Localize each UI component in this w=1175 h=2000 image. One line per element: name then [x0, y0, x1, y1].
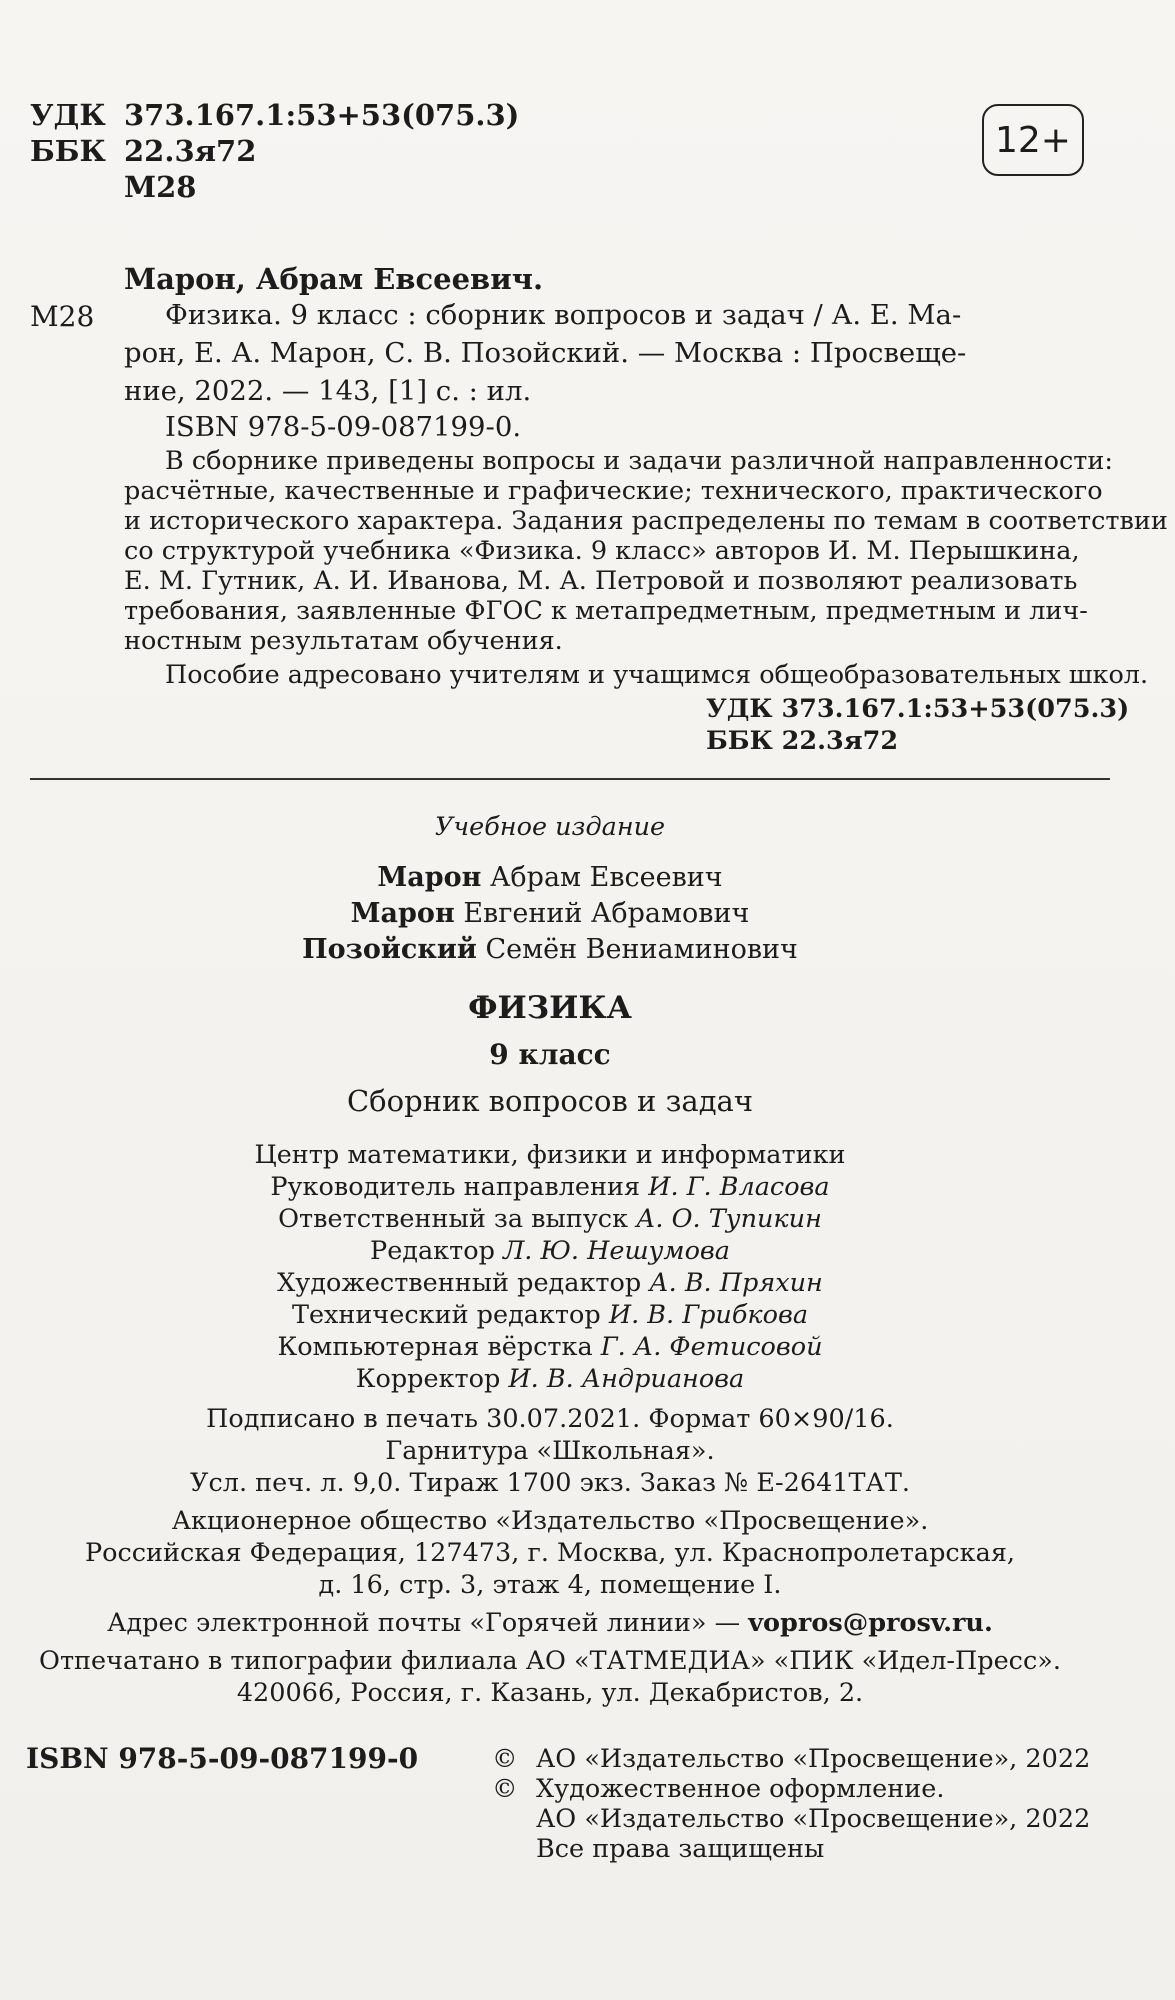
- record-title-line2: рон, Е. А. Марон, С. В. Позойский. — Москва : Просвеще-: [124, 337, 967, 369]
- footer-isbn: ISBN 978-5-09-087199-0: [26, 1742, 419, 1775]
- book-title: ФИЗИКА: [468, 990, 632, 1026]
- abstract-line: ностным результатам обучения.: [124, 626, 563, 656]
- author-surname: Позойский: [302, 934, 477, 965]
- publisher-line: Акционерное общество «Издательство «Просвещение».: [171, 1506, 929, 1536]
- staff-line: [0, 1300, 1100, 1331]
- staff-line: [0, 1172, 1100, 1203]
- abstract-line: требования, заявленные ФГОС к метапредметным, предметным и лич-: [124, 596, 1088, 626]
- author-given-name: Евгений Абрамович: [463, 898, 750, 929]
- rights-reserved: Все права защищены: [536, 1834, 825, 1864]
- edition-type: Учебное издание: [434, 812, 666, 842]
- udk-value: 373.167.1:53+53(075.3): [124, 98, 520, 132]
- author-surname: Марон: [350, 898, 455, 929]
- publisher-line: Российская Федерация, 127473, г. Москва, ул. Краснопролетарская,: [84, 1538, 1016, 1568]
- record-title-line3: ние, 2022. — 143, [1] с. : ил.: [124, 375, 532, 407]
- record-title-line1: Физика. 9 класс : сборник вопросов и задач / А. Е. Ма-: [165, 299, 962, 331]
- author-line: [0, 934, 1100, 965]
- abstract-line: Е. М. Гутник, А. И. Иванова, М. А. Петровой и позволяют реализовать: [124, 566, 1078, 596]
- staff-person: А. О. Тупикин: [636, 1204, 822, 1234]
- audience-note: Пособие адресовано учителям и учащимся общеобразовательных школ.: [165, 660, 1149, 690]
- abstract-line: расчётные, качественные и графические; технического, практического: [124, 476, 1103, 506]
- staff-line: [0, 1332, 1100, 1363]
- record-isbn: ISBN 978-5-09-087199-0.: [165, 411, 522, 443]
- copyright-line: АО «Издательство «Просвещение», 2022: [536, 1744, 1091, 1774]
- staff-role: Ответственный за выпуск: [278, 1204, 629, 1234]
- print-info-line: Гарнитура «Школьная».: [385, 1436, 715, 1466]
- staff-line: [0, 1204, 1100, 1235]
- author-surname: Марон: [377, 862, 482, 893]
- book-subtitle: Сборник вопросов и задач: [346, 1084, 754, 1118]
- staff-person: Г. А. Фетисовой: [600, 1332, 823, 1362]
- staff-line: [0, 1268, 1100, 1299]
- staff-person: И. В. Грибкова: [608, 1300, 809, 1330]
- record-mark: М28: [30, 300, 95, 333]
- staff-role: Технический редактор: [291, 1300, 601, 1330]
- center-name: Центр математики, физики и информатики: [254, 1140, 846, 1170]
- copyright-line: АО «Издательство «Просвещение», 2022: [536, 1804, 1091, 1834]
- author-line: [0, 862, 1100, 893]
- age-rating-badge: 12+: [982, 104, 1084, 176]
- print-info-line: Усл. печ. л. 9,0. Тираж 1700 экз. Заказ № Е-2641ТАТ.: [190, 1468, 910, 1498]
- copyright-symbol: ©: [492, 1744, 518, 1774]
- hotline-end: .: [983, 1608, 993, 1638]
- hotline-line: [0, 1608, 1100, 1639]
- staff-role: Художественный редактор: [277, 1268, 642, 1298]
- staff-person: И. Г. Власова: [648, 1172, 830, 1202]
- author-given-name: Семён Вениаминович: [485, 934, 798, 965]
- printer-line: Отпечатано в типографии филиала АО «ТАТМЕДИА» «ПИК «Идел-Пресс».: [39, 1646, 1061, 1676]
- abstract-line: и исторического характера. Задания распределены по темам в соответствии: [124, 506, 1168, 536]
- bbk-value: 22.3я72: [124, 134, 257, 168]
- staff-person: Л. Ю. Нешумова: [503, 1236, 730, 1266]
- author-given-name: Абрам Евсеевич: [489, 862, 723, 893]
- udk-footer: УДК 373.167.1:53+53(075.3): [706, 694, 1130, 724]
- staff-person: А. В. Пряхин: [649, 1268, 823, 1298]
- book-grade: 9 класс: [489, 1038, 611, 1071]
- author-line: [0, 898, 1100, 929]
- hotline-email[interactable]: vopros@prosv.ru: [748, 1608, 984, 1638]
- staff-role: Компьютерная вёрстка: [277, 1332, 593, 1362]
- bbk-footer: ББК 22.3я72: [706, 726, 899, 756]
- bbk-label: ББК: [30, 134, 106, 168]
- udk-label: УДК: [30, 98, 106, 132]
- section-divider: [30, 778, 1110, 780]
- staff-role: Руководитель направления: [270, 1172, 641, 1202]
- abstract-line: со структурой учебника «Физика. 9 класс» авторов И. М. Перышкина,: [124, 536, 1080, 566]
- hotline-label: Адрес электронной почты «Горячей линии» —: [107, 1608, 741, 1638]
- staff-line: [0, 1364, 1100, 1395]
- staff-role: Редактор: [370, 1236, 495, 1266]
- abstract-line: В сборнике приведены вопросы и задачи различной направленности:: [165, 446, 1113, 476]
- copyright-line: Художественное оформление.: [536, 1774, 945, 1804]
- staff-person: И. В. Андрианова: [508, 1364, 745, 1394]
- print-info-line: Подписано в печать 30.07.2021. Формат 60×90/16.: [206, 1404, 894, 1434]
- record-author: Марон, Абрам Евсеевич.: [124, 262, 544, 296]
- copyright-symbol: ©: [492, 1774, 518, 1804]
- staff-line: [0, 1236, 1100, 1267]
- publisher-line: д. 16, стр. 3, этаж 4, помещение I.: [318, 1570, 782, 1600]
- printer-line: 420066, Россия, г. Казань, ул. Декабристов, 2.: [236, 1678, 864, 1708]
- staff-role: Корректор: [355, 1364, 501, 1394]
- author-mark: М28: [124, 170, 197, 204]
